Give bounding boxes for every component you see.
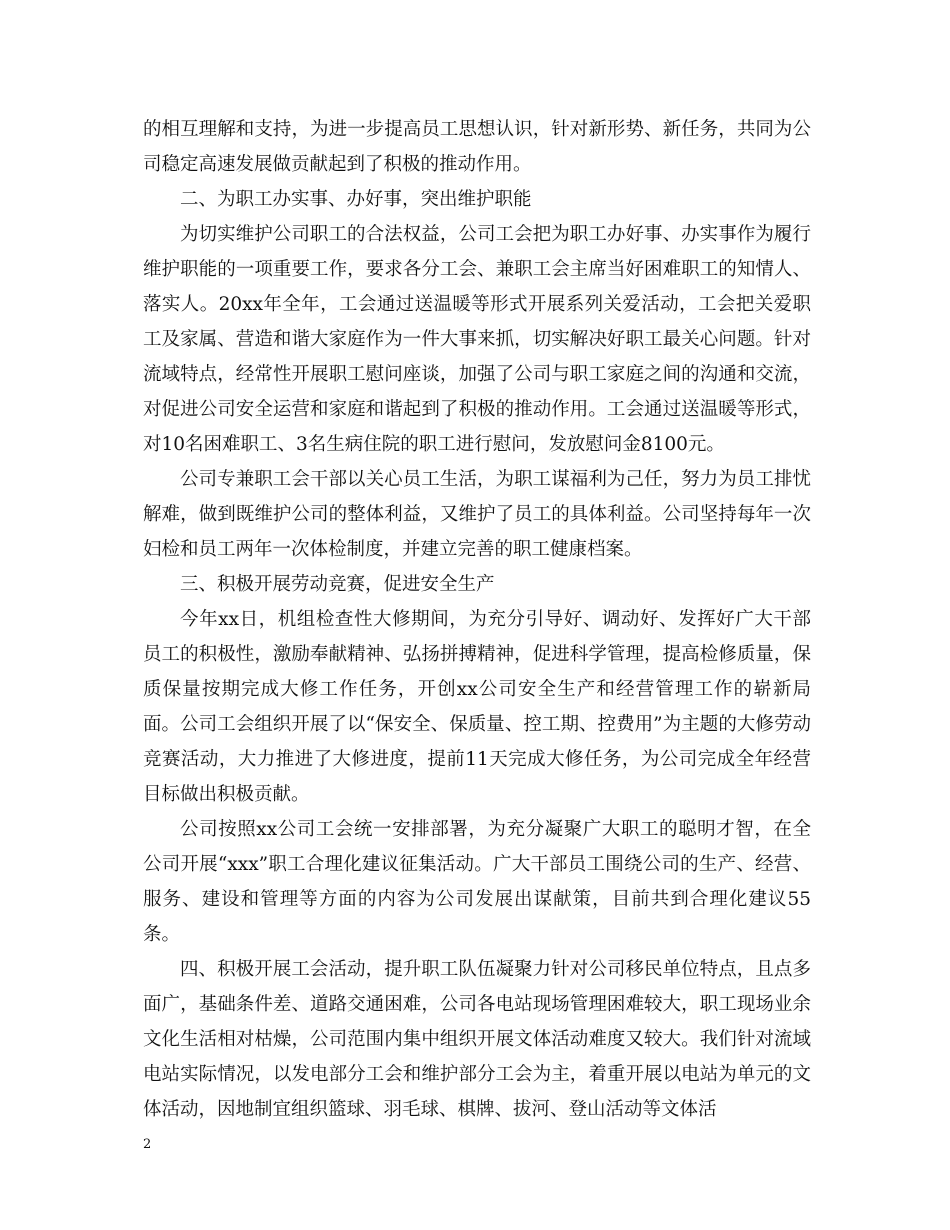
paragraph: 为切实维护公司职工的合法权益，公司工会把为职工办好事、办实事作为履行维护职能的一项重要工作，要求各分工会、兼职工会主席当好困难职工的知情人、落实人。20xx年全年，工会通过送温暖等形式开展系列关爱活动，工会把关爱职工及家属、营造和谐大家庭作为一件大事来抓，切实解决好职工最关心问题。针对流域特点，经常性开展职工慰问座谈，加强了公司与职工家庭之间的沟通和交流，对促进公司安全运营和家庭和谐起到了积极的推动作用。工会通过送温暖等形式，对10名困难职工、3名生病住院的职工进行慰问，发放慰问金8100元。: [143, 224, 811, 455]
paragraph: 四、积极开展工会活动，提升职工队伍凝聚力针对公司移民单位特点，且点多面广，基础条件差、道路交通困难，公司各电站现场管理困难较大，职工现场业余文化生活相对枯燥，公司范围内集中组织开展文体活动难度又较大。我们针对流域电站实际情况，以发电部分工会和维护部分工会为主，着重开展以电站为单元的文体活动，因地制宜组织篮球、羽毛球、棋牌、拔河、登山活动等文体活: [143, 959, 811, 1120]
paragraph: 今年xx日，机组检查性大修期间，为充分引导好、调动好、发挥好广大干部员工的积极性，激励奉献精神、弘扬拼搏精神，促进科学管理，提高检修质量，保质保量按期完成大修工作任务，开创xx公司安全生产和经营管理工作的崭新局面。公司工会组织开展了以“保安全、保质量、控工期、控费用”为主题的大修劳动竞赛活动，大力推进了大修进度，提前11天完成大修任务，为公司完成全年经营目标做出积极贡献。: [143, 609, 811, 805]
paragraph: 公司专兼职工会干部以关心员工生活，为职工谋福利为己任，努力为员工排忧解难，做到既维护公司的整体利益，又维护了员工的具体利益。公司坚持每年一次妇检和员工两年一次体检制度，并建立完善的职工健康档案。: [143, 469, 811, 560]
page-number: 2: [143, 1137, 152, 1152]
paragraph-continued: 的相互理解和支持，为进一步提高员工思想认识，针对新形势、新任务，共同为公司稳定高速发展做贡献起到了积极的推动作用。: [143, 119, 811, 175]
section-heading-2: 二、为职工办实事、办好事，突出维护职能: [180, 189, 532, 210]
paragraph: 公司按照xx公司工会统一安排部署，为充分凝聚广大职工的聪明才智，在全公司开展“xxx”职工合理化建议征集活动。广大干部员工围绕公司的生产、经营、服务、建设和管理等方面的内容为公司发展出谋献策，目前共到合理化建议55条。: [143, 819, 811, 945]
document-body: [143, 112, 811, 1127]
section-heading-3: 三、积极开展劳动竞赛，促进安全生产: [180, 574, 495, 595]
